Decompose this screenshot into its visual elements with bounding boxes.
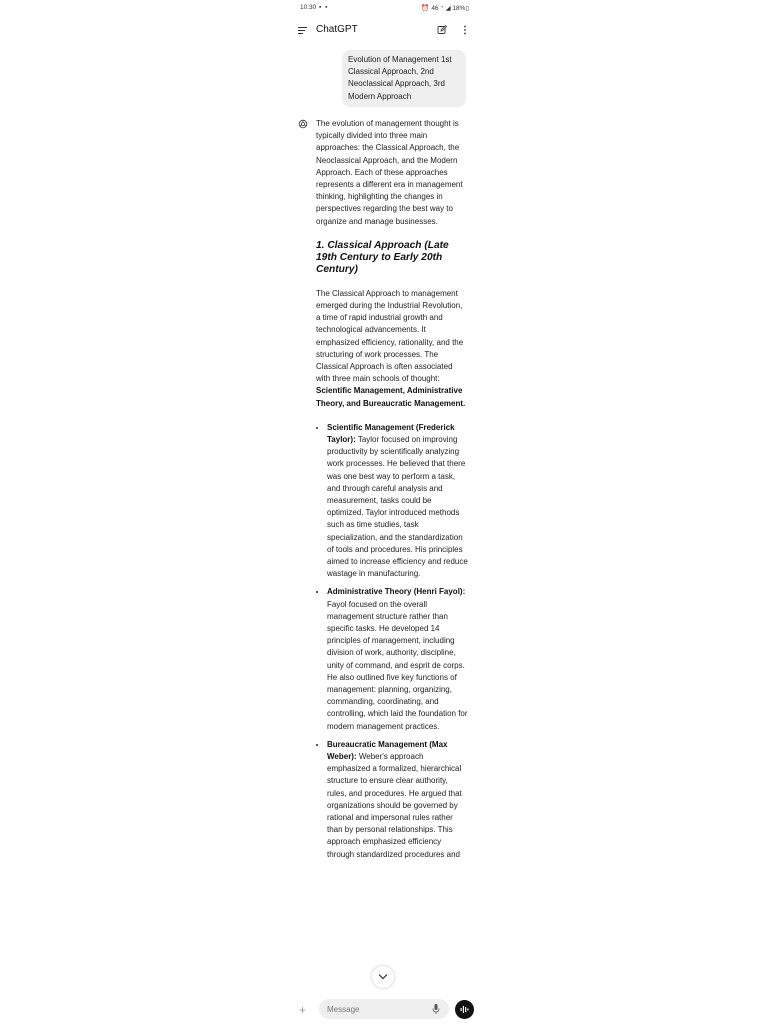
scroll-down-button[interactable] xyxy=(372,966,394,988)
bullet-text: Fayol focused on the overall management structure rather than specific tasks. He developed 14 principles of management, including division of work, authority, discipline, unity of command, and esprit de corps. He also outlined five key functions of management: planning, organizing, commanding, coordinating, and controlling, which laid the foundation for modern management practices. xyxy=(327,599,468,731)
bullet-title: Bureaucratic Management (Max Weber): xyxy=(327,739,448,762)
phone-screen xyxy=(289,0,479,1024)
app-title: ChatGPT xyxy=(316,24,358,35)
message-field[interactable] xyxy=(319,999,449,1019)
list-item xyxy=(327,586,468,732)
bullet-text: Taylor focused on improving productivity by scientifically analyzing work processes. He believed that there was one best way to perform a task, and through careful analysis and measurement, tasks could be optimized. Taylor introduced methods such as time studies, task specialization, and the standardization of tools and procedures. His principles aimed to increase efficiency and reduce wastage in manufacturing. xyxy=(327,434,468,579)
voice-mode-button[interactable] xyxy=(455,1000,474,1019)
mic-icon[interactable] xyxy=(432,1003,440,1015)
menu-icon[interactable] xyxy=(298,27,307,33)
classical-bullets xyxy=(316,422,468,861)
classical-text: The Classical Approach to management emerged during the Industrial Revolution, a time of rapid industrial growth and technological advancements. It emphasized efficiency, rationality, and the structuring of work processes. The Classical Approach is often associated with three main schools of thought: xyxy=(316,288,464,384)
user-message-bubble[interactable]: Evolution of Management 1st Classical Approach, 2nd Neoclassical Approach, 3rd Modern Approach xyxy=(342,50,466,107)
status-time: 10:30 xyxy=(300,4,317,11)
message-input[interactable] xyxy=(327,1003,427,1015)
status-indicators: ⏰ 46 ⁺ ◢ 18%▯ xyxy=(421,5,469,12)
assistant-response xyxy=(316,118,468,867)
more-icon[interactable] xyxy=(462,25,468,35)
response-heading-classical: 1. Classical Approach (Late 19th Century to Early 20th Century) xyxy=(316,239,449,276)
composer-bar xyxy=(289,996,479,1024)
list-item xyxy=(327,422,468,581)
app-bar xyxy=(289,20,479,40)
voice-mode-icon xyxy=(460,1005,469,1014)
bullet-title: Administrative Theory (Henri Fayol): xyxy=(327,587,466,597)
chevron-down-icon xyxy=(378,973,388,980)
bullet-title: Scientific Management (Frederick Taylor): xyxy=(327,422,455,444)
classical-schools: Scientific Management, Administrative Theory, and Bureaucratic Management. xyxy=(316,386,466,408)
status-bar xyxy=(289,0,479,16)
attach-button[interactable]: + xyxy=(299,1003,307,1017)
chatgpt-logo-icon xyxy=(298,119,308,129)
response-intro: The evolution of management thought is typically divided into three main approaches: the Classical Approach, the Neoclassical Approach, and the Modern Approach. Each of these approaches represents a different era in management thinking, highlighting the changes in perspectives regarding the best way to organize and manage businesses. xyxy=(316,119,463,226)
notification-icons: ▪ ▪ xyxy=(319,4,329,11)
classical-paragraph xyxy=(316,288,468,410)
new-chat-icon[interactable] xyxy=(437,25,447,35)
bullet-text: Weber's approach emphasized a formalized, hierarchical structure to ensure clear authority, rules, and procedures. He argued that organizations should be governed by rational and impersonal rules rather than by personal relationships. This approach emphasized efficiency through standardized procedures and xyxy=(327,752,462,859)
list-item xyxy=(327,739,468,861)
